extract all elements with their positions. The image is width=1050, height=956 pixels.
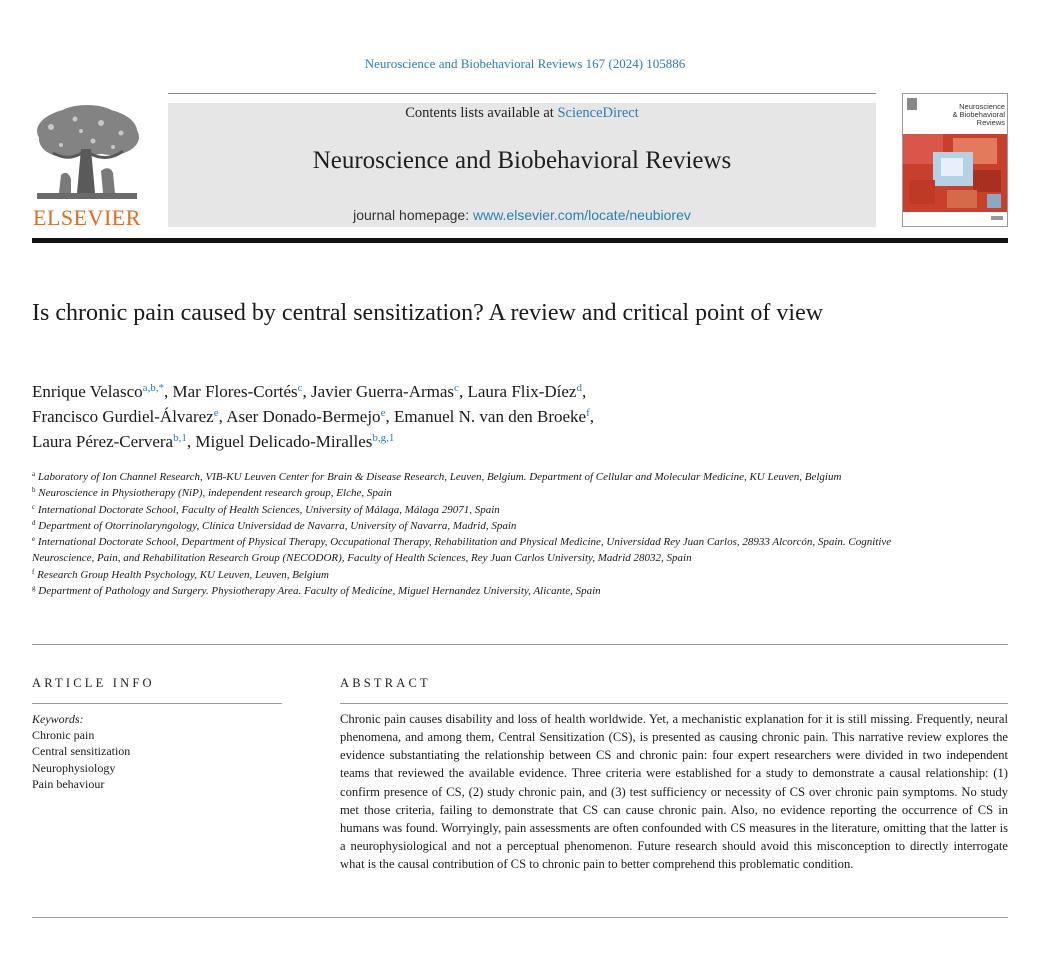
affiliation-list (32, 469, 892, 599)
cover-title-line: Neuroscience (959, 102, 1005, 111)
author-affiliation-marker[interactable]: e (380, 407, 386, 419)
abstract-text: Chronic pain causes disability and loss of health worldwide. Yet, a mechanistic explanation for it is still missing. Frequently, neural phenomena, and among them, Central Sensitization (CS), is presented as causing chronic pain. This narrative review explores the evidence substantiating the relationship between CS and chronic pain: four expert researchers were divided in two independent teams that reviewed the available evidence. Three criteria were established for a study to demonstrate a causal relationship: (1) confirm presence of CS, (2) study chronic pain, and (3) test sufficiency or necessity of CS over chronic pain symptoms. No study met those criteria, failing to demonstrate that CS can cause chronic pain. Also, no evidence reporting the occurrence of CS in humans was found. Worryingly, pain assessments are often confounded with CS measures in the literature, omitting that the latter is a neurophysiological and not a perceptual phenomenon. Future research should avoid this misconception to directly interrogate what is the causal contribution of CS to chronic pain to better comprehend this problematic condition. (340, 712, 1008, 872)
journal-title: Neuroscience and Biobehavioral Reviews (312, 147, 732, 174)
affiliation-text: Department of Pathology and Surgery. Physiotherapy Area. Faculty of Medicine, Miguel Hernandez University, Alicante, Spain (38, 585, 601, 598)
cover-title-line: & Biobehavioral (952, 110, 1005, 119)
keyword-item[interactable]: Pain behaviour (32, 776, 105, 791)
author-name[interactable]: Enrique Velasco (32, 382, 143, 401)
author-name[interactable]: Laura Pérez-Cervera (32, 432, 174, 451)
author-name[interactable]: Laura Flix-Díez (467, 382, 577, 401)
affiliation-text: Laboratory of Ion Channel Research, VIB-KU Leuven Center for Brain & Disease Research, Leuven, Belgium. Department of Cellular and Molecular Medicine, KU Leuven, Belgium (37, 471, 842, 483)
author-affiliation-marker[interactable]: f (586, 407, 590, 419)
cover-title-line: Reviews (976, 118, 1005, 127)
author-separator: , (458, 382, 468, 401)
author-separator: , (589, 407, 595, 426)
author-affiliation-marker[interactable]: c (454, 382, 459, 394)
journal-header (168, 103, 876, 227)
affiliation-item (32, 502, 892, 518)
affiliation-key: c (32, 502, 36, 511)
affiliation-key: a (32, 470, 36, 478)
journal-citation[interactable]: Neuroscience and Biobehavioral Reviews 167 (2024) 105886 (364, 56, 686, 71)
author-separator: , (385, 407, 394, 426)
bottom-divider (32, 917, 1008, 918)
keyword-item[interactable]: Central sensitization (32, 744, 131, 759)
cover-title (921, 103, 1005, 127)
sciencedirect-link[interactable]: ScienceDirect (557, 105, 639, 121)
journal-homepage (168, 207, 876, 223)
author-separator: , (164, 382, 173, 401)
author-separator: , (581, 382, 587, 401)
affiliation-item (32, 534, 892, 567)
publisher-name: ELSEVIER (33, 205, 141, 230)
keyword-item[interactable]: Neurophysiology (32, 760, 116, 775)
affiliation-item (32, 583, 892, 599)
homepage-prefix: journal homepage: (353, 207, 473, 223)
abstract-divider (340, 703, 1008, 704)
author-separator: , (186, 432, 196, 451)
affiliation-item (32, 485, 892, 501)
author-separator: , (218, 407, 227, 426)
affiliation-key: f (32, 567, 35, 576)
header-thick-divider (32, 238, 1008, 243)
journal-cover-image[interactable] (902, 93, 1008, 227)
author-affiliation-marker[interactable]: c (297, 382, 303, 394)
affiliation-key: g (32, 584, 36, 593)
article-info-heading: ARTICLE INFO (32, 676, 155, 690)
author-name[interactable]: Emanuel N. van den Broeke (393, 407, 587, 426)
author-affiliation-marker[interactable]: b,g,1 (372, 432, 395, 444)
section-divider (32, 644, 1008, 645)
author-affiliation-marker[interactable]: d (576, 382, 582, 394)
author-name[interactable]: Javier Guerra-Armas (311, 382, 455, 401)
keywords-block (32, 711, 282, 792)
affiliation-text: International Doctorate School, Department of Physical Therapy, Occupational Therapy, Rehabilitation and Physical Medicine, Universidad Rey Juan Carlos, 28933 Alcorcón, Spain. Cognitive Neuroscience, Pain, and Rehabilitation Research Group (NECODOR), Faculty of Health Sciences, Rey Juan Carlos University, Madrid 28032, Spain (32, 536, 892, 565)
author-affiliation-marker[interactable]: a,b,* (142, 382, 165, 394)
keywords-label: Keywords: (32, 712, 84, 726)
article-info-divider (32, 703, 282, 704)
affiliation-item (32, 469, 892, 485)
author-list (32, 379, 932, 454)
homepage-link[interactable]: www.elsevier.com/locate/neubiorev (472, 207, 691, 223)
affiliation-key: e (32, 535, 36, 544)
affiliation-item (32, 518, 892, 534)
affiliation-text: Neuroscience in Physiotherapy (NiP), independent research group, Elche, Spain (38, 487, 392, 500)
author-separator: , (302, 382, 312, 401)
header-top-divider (168, 93, 876, 94)
contents-availability (168, 105, 876, 122)
affiliation-text: Research Group Health Psychology, KU Leuven, Leuven, Belgium (37, 568, 329, 581)
author-affiliation-marker[interactable]: b,1 (173, 432, 187, 444)
author-name[interactable]: Mar Flores-Cortés (172, 382, 298, 401)
author-name[interactable]: Aser Donado-Bermejo (226, 407, 381, 426)
author-name[interactable]: Francisco Gurdiel-Álvarez (32, 407, 214, 426)
affiliation-text: Department of Otorrinolaryngology, Clínica Universidad de Navarra, University of Navarra, Madrid, Spain (38, 519, 517, 532)
author-affiliation-marker[interactable]: e (213, 407, 219, 419)
keyword-item[interactable]: Chronic pain (32, 728, 95, 743)
affiliation-key: d (32, 518, 36, 527)
affiliation-text: International Doctorate School, Faculty of Health Sciences, University of Málaga, Málaga 29071, Spain (37, 503, 500, 516)
article-title: Is chronic pain caused by central sensitization? A review and critical point of view (32, 300, 824, 326)
affiliation-key: b (32, 486, 36, 495)
abstract-heading: ABSTRACT (340, 676, 431, 690)
contents-prefix: Contents lists available at (405, 105, 558, 121)
affiliation-item (32, 567, 892, 583)
author-name[interactable]: Miguel Delicado-Miralles (195, 432, 373, 451)
